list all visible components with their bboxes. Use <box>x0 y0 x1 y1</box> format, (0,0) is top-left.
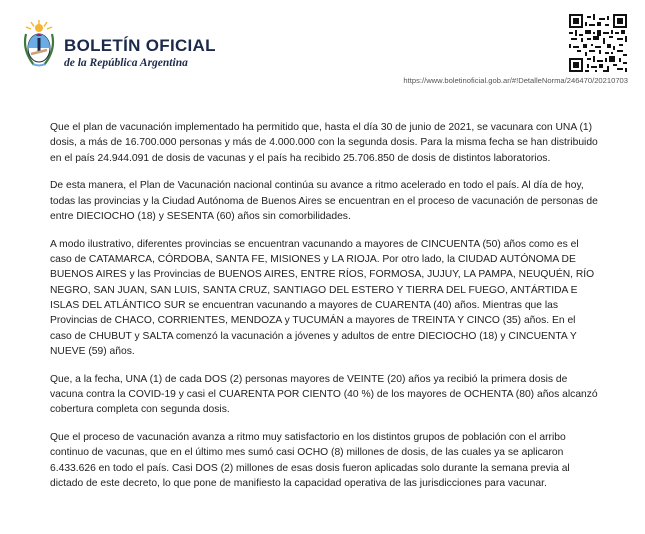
decree-body <box>50 120 598 504</box>
argentina-coat-of-arms-icon <box>22 18 56 70</box>
paragraph-provinces: A modo ilustrativo, diferentes provincias se encuentran vacunando a mayores de CINCUENTA (50) años como es el caso de CATAMARCA, CÓRDOBA, SANTA FE, MISIONES y LA RIOJA. Por otro lado, la CIUDAD AUTÓNOMA DE BUENOS AIRES y las Provincias de BUENOS AIRES, ENTRE RÍOS, FORMOSA, JUJUY, LA PAMPA, NEUQUÉN, RÍO NEGRO, SAN JUAN, SAN LUIS, SANTA CRUZ, SANTIAGO DEL ESTERO Y TIERRA DEL FUEGO, ANTÁRTIDA E ISLAS DEL ATLÁNTICO SUR se encuentran vacunando a mayores de CUARENTA (40) años. Mientras que las Provincias de CHACO, CORRIENTES, MENDOZA y TUCUMÁN a mayores de TREINTA Y CINCO (35) años. En el caso de CHUBUT y SALTA comenzó la vacunación a jóvenes y adultos de entre DIECIOCHO (18) y CINCUENTA Y NUEVE (59) años. <box>50 238 595 357</box>
paragraph-vaccination-progress: Que el plan de vacunación implementado ha permitido que, hasta el día 30 de junio de 2021, se vacunara con UNA (1) dosis, a más de 16.700.000 personas y más de 4.000.000 con la segunda dosis. Para la misma fecha se han distribuido en el país 24.944.091 de dosis de vacunas y el país ha recibido 25.706.850 de dosis de distintos laboratorios. <box>50 122 598 164</box>
qr-code-icon <box>569 14 627 72</box>
document-url-link[interactable]: https://www.boletinoficial.gob.ar/#!DetalleNorma/246470/20210703 <box>403 76 628 85</box>
document-header <box>0 0 645 100</box>
logo-title: BOLETÍN OFICIAL <box>64 36 216 55</box>
paragraph-national-plan: De esta manera, el Plan de Vacunación nacional continúa su avance a ritmo acelerado en todo el país. Al día de hoy, todas las provincias y la Ciudad Autónoma de Buenos Aires se encuentran en el proceso de vacunación de personas de entre DIECIOCHO (18) y SESENTA (60) años sin comorbilidades. <box>50 180 598 222</box>
logo-subtitle: de la República Argentina <box>64 57 188 69</box>
paragraph-coverage: Que, a la fecha, UNA (1) de cada DOS (2) personas mayores de VEINTE (20) años ya recibió la primera dosis de vacuna contra la COVID-19 y casi el CUARENTA POR CIENTO (40 %) de los mayores de OCHENTA (80) años alcanzó cobertura completa con segunda dosis. <box>50 373 598 416</box>
paragraph-vaccine-arrival: Que el proceso de vacunación avanza a ritmo muy satisfactorio en los distintos grupos de población con el arribo continuo de vacunas, que en el último mes sumó casi OCHO (8) millones de dosis, de las cuales ya se aplicaron 6.433.626 en todo el país. Casi DOS (2) millones de esas dosis fueron aplicadas solo durante la semana previa al dictado de este decreto, lo que pone de manifiesto la capacidad operativa de las jurisdicciones para vacunar. <box>50 432 570 489</box>
